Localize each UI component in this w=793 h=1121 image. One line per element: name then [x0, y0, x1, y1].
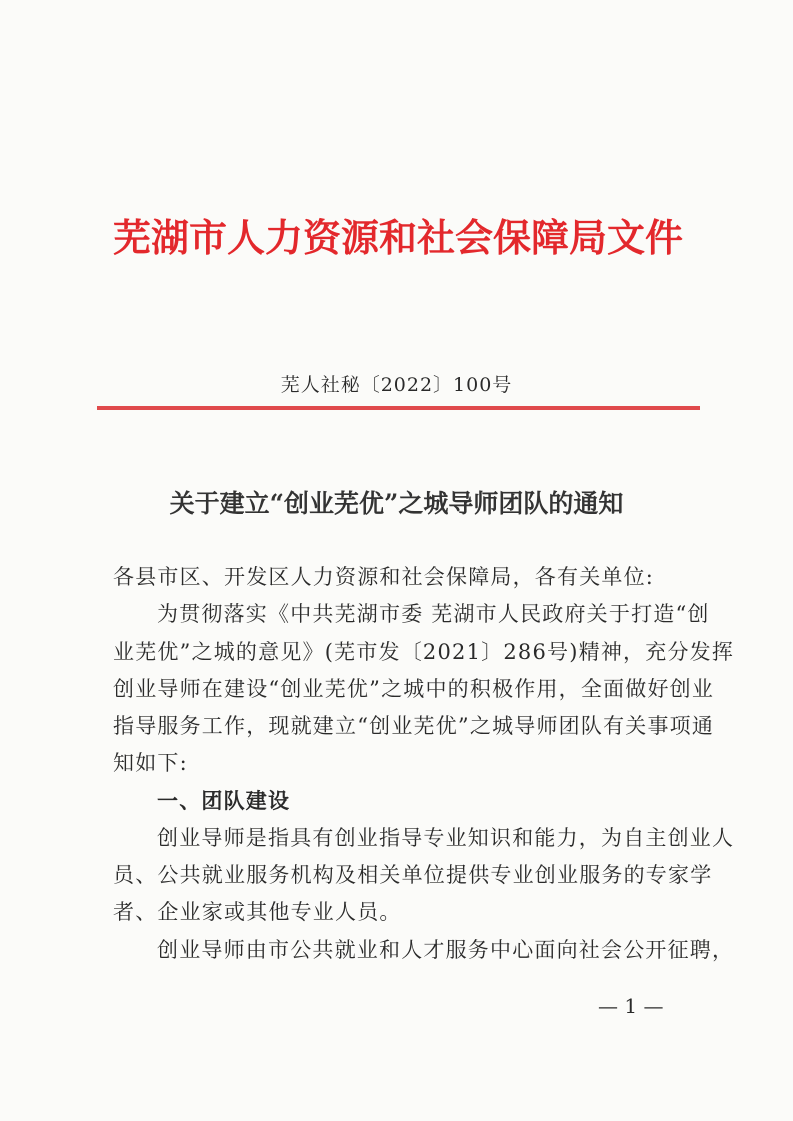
- page-number: — 1 —: [598, 994, 664, 1018]
- body-line: 创业导师是指具有创业指导专业知识和能力，为自主创业人: [157, 826, 735, 850]
- body-line: 员、公共就业服务机构及相关单位提供专业创业服务的专家学: [113, 863, 713, 887]
- body-line: 知如下:: [113, 751, 188, 775]
- body-line: 为贯彻落实《中共芜湖市委 芜湖市人民政府关于打造“创: [157, 602, 710, 626]
- body-line: 创业导师由市公共就业和人才服务中心面向社会公开征聘，: [157, 938, 735, 962]
- body-line: 创业导师在建设“创业芜优”之城中的积极作用，全面做好创业: [113, 677, 715, 701]
- document-number: 芜人社秘〔2022〕100号: [280, 374, 513, 396]
- body-line: 者、企业家或其他专业人员。: [113, 900, 402, 924]
- body-line: 指导服务工作，现就建立“创业芜优”之城导师团队有关事项通: [113, 714, 715, 738]
- red-divider: [97, 406, 700, 410]
- notice-title: 关于建立“创业芜优”之城导师团队的通知: [169, 489, 624, 518]
- document-masthead: 芜湖市人力资源和社会保障局文件: [113, 216, 684, 260]
- body-line: 业芜优”之城的意见》(芜市发〔2021〕286号)精神，充分发挥: [113, 640, 735, 664]
- addressee-line: 各县市区、开发区人力资源和社会保障局，各有关单位:: [113, 565, 655, 589]
- section-heading: 一、团队建设: [157, 789, 291, 813]
